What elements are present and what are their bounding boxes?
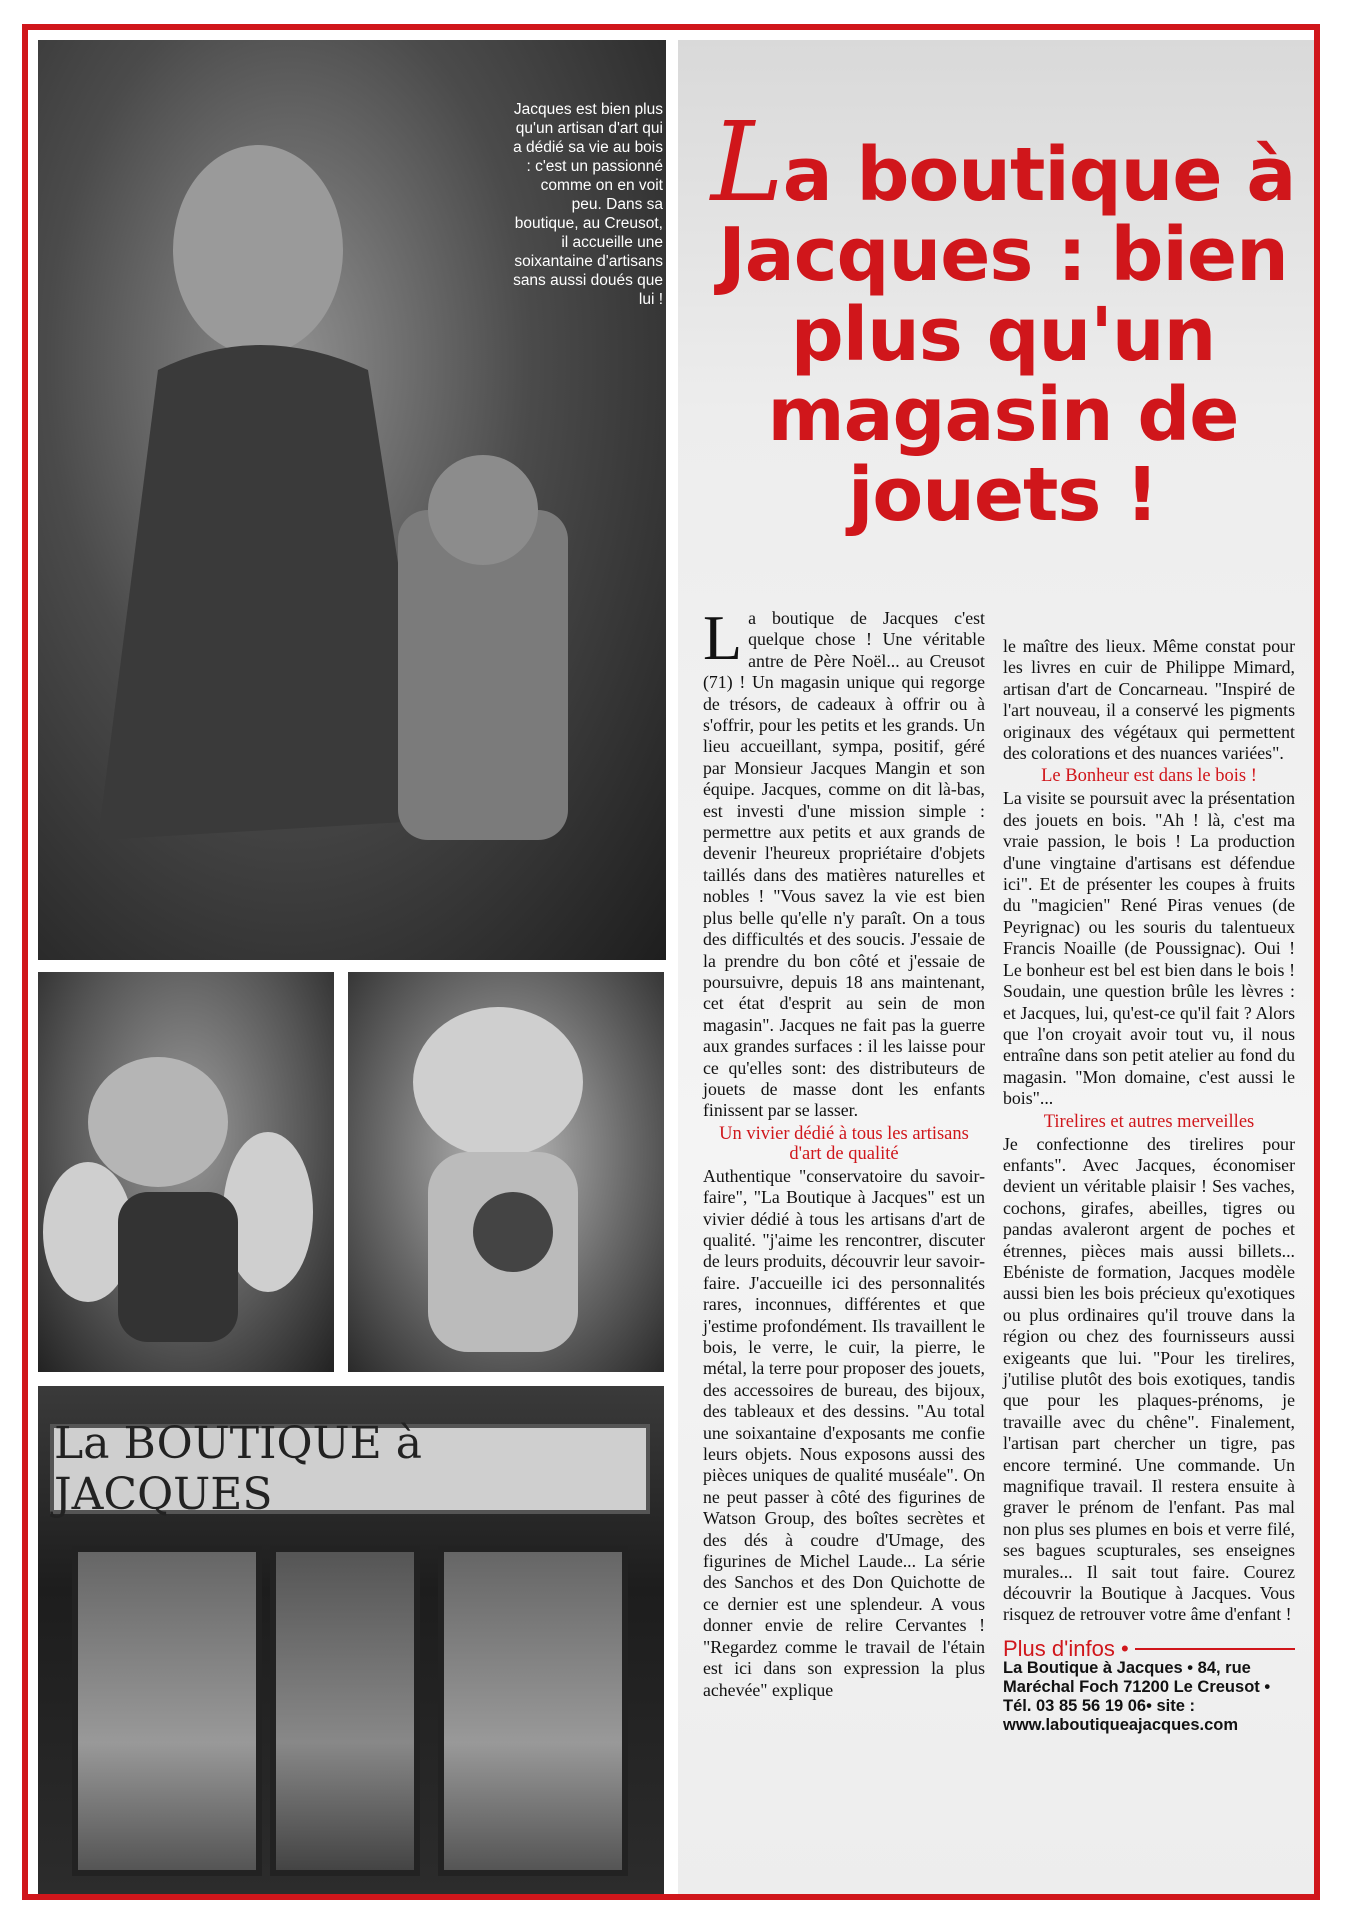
- photo-shop-front: [38, 1386, 664, 1894]
- photo-tiger-moneybox: [348, 972, 664, 1372]
- infos-title: Plus d'infos: [1003, 1635, 1115, 1661]
- photo-caption: Jacques est bien plus qu'un artisan d'art qui a dédié sa vie au bois : c'est un passionné comme on en voit peu. Dans sa boutique, au Creusot, il accueille une soixantaine d'artisans sans aussi doués que lui !: [513, 101, 663, 308]
- shop-sign: La BOUTIQUE à JACQUES: [50, 1424, 650, 1514]
- shop-window-right: [438, 1546, 628, 1876]
- subheading-vivier: Un vivier dédié à tous les artisans d'art de qualité: [719, 1123, 969, 1164]
- article-column-1: [703, 602, 985, 1701]
- infos-body: La Boutique à Jacques • 84, rue Maréchal Foch 71200 Le Creusot • Tél. 03 85 56 19 06• site : www.laboutiqueajacques.com: [1003, 1659, 1271, 1735]
- infos-header: [1003, 1635, 1295, 1661]
- title-text: a boutique à Jacques : bien plus qu'un magasin de jouets !: [718, 132, 1296, 538]
- shop-window-left: [72, 1546, 262, 1876]
- article-intro: [703, 602, 985, 1122]
- paragraph-vivier: Authentique "conservatoire du savoir-faire", "La Boutique à Jacques" est un vivier dédié à tous les artisans d'art de qualité. "j'aime les rencontrer, discuter de leurs produits, découvrir leur savoir-faire. J'accueille ici des personnalités rares, inconnues, différentes et que j'estime profondément. Ils travaillent le bois, le verre, le cuir, la pierre, le métal, la terre pour proposer des jouets, des accessoires de bureau, des bijoux, des tableaux et des dessins. "Au total une soixantaine d'exposants me confie leurs objets. Nous exposons aussi des pièces uniques de qualité muséale". On ne peut passer à côté des figurines de Watson Group, des boîtes secrètes et des dés à coudre d'Umage, des figurines de Michel Laude... La série des Sanchos et des Don Quichotte de ce dernier est une splendeur. A vous donner envie de relire Cervantes ! "Regardez comme le travail de l'étain est ici dans son expression la plus achevée" explique: [703, 1165, 985, 1700]
- bee-moneybox-illustration: [38, 972, 334, 1372]
- paragraph-maitre: le maître des lieux. Même constat pour les livres en cuir de Philippe Mimard, artisan d'art de Concarneau. "Inspiré de l'art nouveau, il a conservé les pigments originaux des végétaux qui permettent des colorations et des nuances variées".: [1003, 636, 1295, 764]
- shop-door: [270, 1546, 420, 1876]
- article-title: [693, 98, 1313, 538]
- paragraph-bonheur: La visite se poursuit avec la présentation des jouets en bois. "Ah ! là, c'est ma vraie passion, le bois ! La production d'une vingtaine d'artisans est défendue ici". Et de présenter les coupes à fruits du "magicien" René Piras venues (de Peyrignac) ou les souris du talentueux Francis Noaille (de Poussignac). Oui ! Le bonheur est bel est bien dans le bois ! Soudain, une question brûle les lèvres : et Jacques, lui, qu'est-ce qu'il fait ? Alors que l'on croyait avoir tout vu, il nous entraîne dans son petit atelier au fond du magasin. "Mon domaine, c'est aussi le bois"...: [1003, 788, 1295, 1109]
- infos-divider: [1135, 1648, 1295, 1650]
- page-frame: [22, 24, 1320, 1900]
- photo-jacques-workshop: [38, 40, 666, 960]
- subheading-bonheur: Le Bonheur est dans le bois !: [1041, 766, 1257, 787]
- intro-text: a boutique de Jacques c'est quelque chose ! Une véritable antre de Père Noël... au Creusot (71) ! Un magasin unique qui regorge de trésors, de cadeaux à offrir ou à s'offrir, pour les petits et les grands. Un lieu accueillant, sympa, positif, géré par Monsieur Jacques Mangin et son équipe. Jacques, comme on dit là-bas, est investi d'une mission simple : permettre aux petits et aux grands de devenir l'heureux propriétaire d'objets taillés dans des matières naturelles et nobles ! "Vous savez la vie est bien plus belle qu'elle n'y paraît. On a tous des difficultés et des soucis. J'essaie de la prendre du bon côté et j'essaie de poursuivre, depuis 18 ans maintenant, cet état d'esprit au sein de mon magasin". Jacques ne fait pas la guerre aux grandes surfaces : il les laisse pour ce qu'elles sont: des distributeurs de jouets de masse dont les enfants finissent par se lasser.: [703, 608, 985, 1121]
- subheading-tirelires: Tirelires et autres merveilles: [1043, 1111, 1255, 1132]
- tiger-moneybox-illustration: [348, 972, 664, 1372]
- article-column-2: [1003, 636, 1295, 1735]
- title-initial: L: [710, 98, 783, 226]
- paragraph-tirelires: Je confectionne des tirelires pour enfants". Avec Jacques, économiser devient un véritable plaisir ! Ses vaches, cochons, girafes, abeilles, tigres ou pandas avaleront argent de poches et étrennes, pièces mais aussi billets... Ebéniste de formation, Jacques modèle aussi bien les bois précieux qu'exotiques ou plus ordinaires qu'il trouve dans la région ou chez des fournisseurs aussi exigeants que lui. "Pour les tirelires, j'utilise plutôt des bois exotiques, tandis que pour les plaques-prénoms, je travaille avec du chêne". Finalement, l'artisan part chercher un tigre, pas encore terminé. Une commande. Un magnifique travail. Il restera ensuite à graver le prénom de l'enfant. Pas mal non plus ses plumes en bois et verre filé, ses bagues scupturales, ses enseignes murales... Il sait tout faire. Courez découvrir la Boutique à Jacques. Vous risquez de retrouver votre âme d'enfant !: [1003, 1133, 1295, 1625]
- photo-bee-moneybox: [38, 972, 334, 1372]
- dropcap: L: [703, 602, 743, 673]
- bullet-dot: •: [1114, 1635, 1129, 1661]
